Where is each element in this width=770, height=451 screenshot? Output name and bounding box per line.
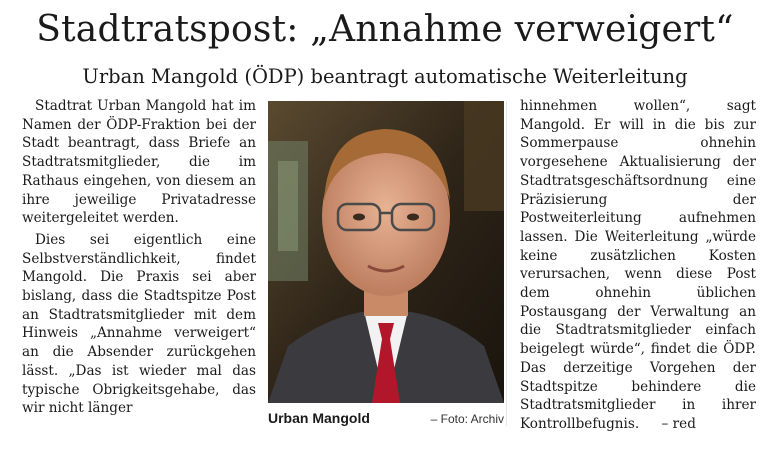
article-column-right — [520, 97, 756, 434]
headline: Stadtratspost: „Annahme verweigert“ — [36, 9, 734, 50]
paragraph-2: Dies sei eigentlich eine Selbstverständlichkeit, findet Mangold. Die Praxis sei aber bislang, dass die Stadtspitze Post an Stadtratsmitglieder mit dem Hinweis „Annahme verweigert“ an die Absender zurückgehen lässt. „Das ist wieder mal das typische Obrigkeitsgehabe, das wir nicht länger — [22, 231, 256, 417]
signoff: – red — [661, 415, 696, 432]
paragraph-3-text: hinnehmen wollen“, sagt Mangold. Er will in die bis zur Sommerpause ohnehin vorgesehene Aktualisierung der Stadtratsgeschäftsordnung eine Präzisierung der Postweiterleitung aufnehmen lassen. Die Weiterleitung „würde keine zusätzlichen Kosten verursachen, wenn diese Post dem ohnehin üblichen Postausgang der Verwaltung an die Stadtratsmitglieder einfach beigelegt würde“, findet die ÖDP. Das derzeitige Vorgehen der Stadtspitze behindere die Stadtratsmitglieder in ihrer Kontrollbefugnis. — [520, 98, 756, 432]
article-column-left — [22, 97, 256, 418]
column-divider — [506, 101, 507, 426]
photo-credit: – Foto: Archiv — [430, 412, 504, 426]
portrait-photo — [268, 101, 504, 403]
photo-caption-name: Urban Mangold — [268, 410, 370, 426]
subheadline: Urban Mangold (ÖDP) beantragt automatische Weiterleitung — [82, 65, 688, 88]
portrait-illustration — [268, 101, 504, 403]
paragraph-3 — [520, 97, 756, 434]
paragraph-1: Stadtrat Urban Mangold hat im Namen der ÖDP-Fraktion bei der Stadt beantragt, dass Briefe an Stadtratsmitglieder, die im Rathaus eingehen, von diesem an ihre jeweilige Privatadresse weitergeleitet werden. — [22, 98, 256, 227]
